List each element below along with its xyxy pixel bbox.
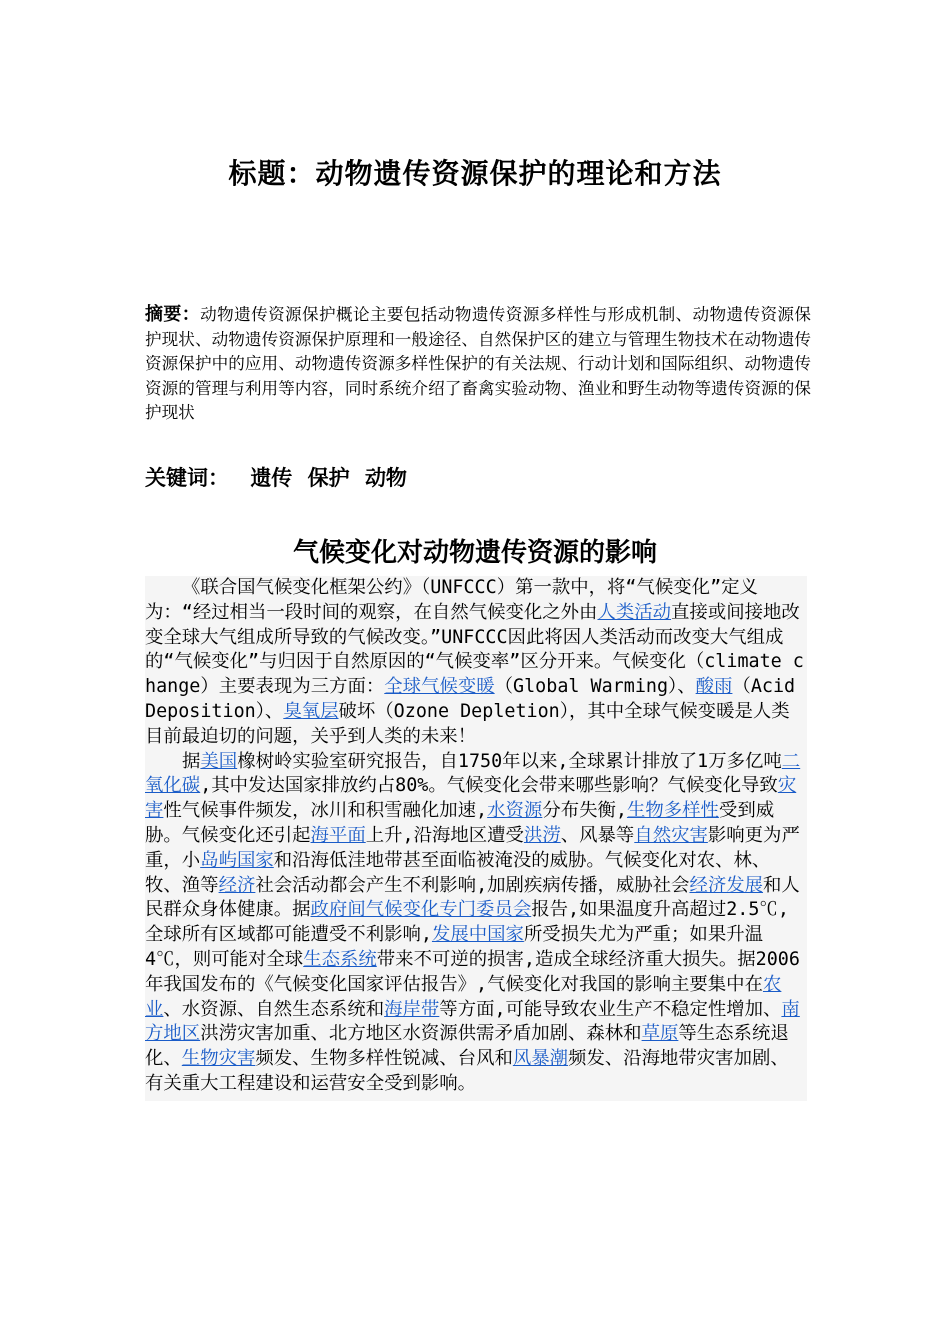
text-run: 直接或间接地改变全球大气组成所导致的气候改变。”UNFCCC因此将因人类活动而改变大气组成的“气候变化”与归因于自然原因的“气候变率”区分开来。气候变化（climate change）主要表现为三方面：: [145, 601, 804, 698]
text-run: 洪涝灾害加重、北方地区水资源供需矛盾加剧、森林和: [200, 1023, 642, 1045]
text-run: 分布失衡,: [542, 800, 627, 822]
link-economic-development[interactable]: 经济发展: [689, 874, 764, 896]
link-southern-region[interactable]: 南方地区: [145, 998, 800, 1045]
text-run: （Acid Deposition）、: [145, 676, 796, 722]
link-biodiversity[interactable]: 生物多样性: [626, 800, 719, 822]
abstract-label: 摘要：: [145, 304, 201, 325]
keyword: 遗传: [250, 466, 293, 490]
link-sea-level[interactable]: 海平面: [310, 824, 366, 846]
link-water-resources[interactable]: 水资源: [487, 800, 543, 822]
link-acid-rain[interactable]: 酸雨: [695, 676, 733, 698]
text-run: （Global Warming）、: [494, 676, 696, 698]
article-body: [145, 576, 807, 1101]
link-disaster[interactable]: 灾害: [145, 775, 797, 822]
paragraph-2: [145, 750, 807, 1097]
text-run: 等方面,可能导致农业生产不稳定性增加、: [439, 998, 782, 1020]
section-title: 气候变化对动物遗传资源的影响: [292, 538, 657, 568]
text-run: 带来不可逆的损害,造成全球经济重大损失。据2006年我国发布的《气候变化国家评估报告》,气候变化对我国的影响主要集中在: [145, 948, 800, 995]
paragraph-1: [145, 576, 807, 750]
link-ecosystem[interactable]: 生态系统: [303, 948, 377, 970]
text-run: 受到威胁。气候变化还引起: [145, 800, 775, 846]
keyword: 保护: [307, 466, 350, 490]
text-run: 、风暴等: [560, 824, 635, 846]
link-usa[interactable]: 美国: [200, 750, 238, 772]
text-run: 、水资源、自然生态系统和: [163, 998, 385, 1020]
text-run: 上升,沿海地区遭受: [365, 824, 524, 846]
link-natural-disaster[interactable]: 自然灾害: [634, 824, 708, 846]
link-agriculture[interactable]: 农业: [145, 973, 782, 1020]
text-run: 《联合国气候变化框架公约》（UNFCCC）第一款中，将“气候变化”定义为：“经过相当一段时间的观察，在自然气候变化之外由: [145, 577, 758, 623]
link-island-nations[interactable]: 岛屿国家: [200, 849, 274, 871]
text-run: 和人民群众身体健康。据: [145, 874, 800, 921]
text-run: 影响更为严重，小: [145, 824, 800, 871]
text-run: 社会活动都会产生不利影响,加剧疾病传播，威胁社会: [255, 874, 690, 896]
link-co2[interactable]: 二氧化碳: [145, 750, 801, 797]
text-run: 和沿海低洼地带甚至面临被淹没的威胁。气候变化对农、林、牧、渔等: [145, 849, 771, 896]
link-global-warming[interactable]: 全球气候变暖: [384, 676, 495, 698]
text-run: 橡树岭实验室研究报告，自1750年以来,全球累计排放了1万多亿吨: [237, 750, 782, 772]
link-biological-disaster[interactable]: 生物灾害: [181, 1048, 256, 1070]
abstract-text: 动物遗传资源保护概论主要包括动物遗传资源多样性与形成机制、动物遗传资源保护现状、动物遗传资源保护原理和一般途径、自然保护区的建立与管理生物技术在动物遗传资源保护中的应用、动物遗传资源多样性保护的有关法规、行动计划和国际组织、动物遗传资源的管理与利用等内容，同时系统介绍了畜禽实验动物、渔业和野生动物等遗传资源的保护现状: [145, 305, 811, 422]
text-run: 所受损失尤为严重；如果升温4℃，则可能对全球: [145, 924, 763, 970]
link-developing-countries[interactable]: 发展中国家: [431, 924, 524, 946]
link-ozone-layer[interactable]: 臭氧层: [283, 700, 339, 722]
text-run: ,其中发达国家排放约占80%。气候变化会带来哪些影响？气候变化导致: [200, 775, 778, 797]
text-run: 等生态系统退化、: [145, 1023, 789, 1070]
link-grassland[interactable]: 草原: [641, 1023, 679, 1045]
text-run: 报告,如果温度升高超过2.5℃,全球所有区域都可能遭受不利影响,: [145, 899, 789, 946]
document-title: 标题：动物遗传资源保护的理论和方法: [228, 157, 722, 190]
link-storm-surge[interactable]: 风暴潮: [512, 1048, 569, 1070]
link-ipcc[interactable]: 政府间气候变化专门委员会: [310, 899, 532, 921]
abstract: [145, 303, 811, 426]
link-economy[interactable]: 经济: [218, 874, 256, 896]
keywords: [145, 462, 407, 492]
text-run: 频发、生物多样性锐减、台风和: [255, 1048, 513, 1070]
keywords-label: 关键词：: [145, 466, 229, 490]
text-run: 频发、沿海地带灾害加剧、有关重大工程建设和运营安全受到影响。: [145, 1048, 789, 1094]
text-run: 据: [182, 750, 201, 772]
link-human-activity[interactable]: 人类活动: [597, 601, 672, 623]
text-run: 性气候事件频发，冰川和积雪融化加速,: [163, 800, 488, 822]
link-coastal-zone[interactable]: 海岸带: [384, 998, 440, 1020]
keyword: 动物: [364, 466, 407, 490]
link-flood[interactable]: 洪涝: [523, 824, 561, 846]
text-run: 破坏（Ozone Depletion），其中全球气候变暖是人类目前最迫切的问题，关乎到人类的未来！: [145, 700, 790, 747]
